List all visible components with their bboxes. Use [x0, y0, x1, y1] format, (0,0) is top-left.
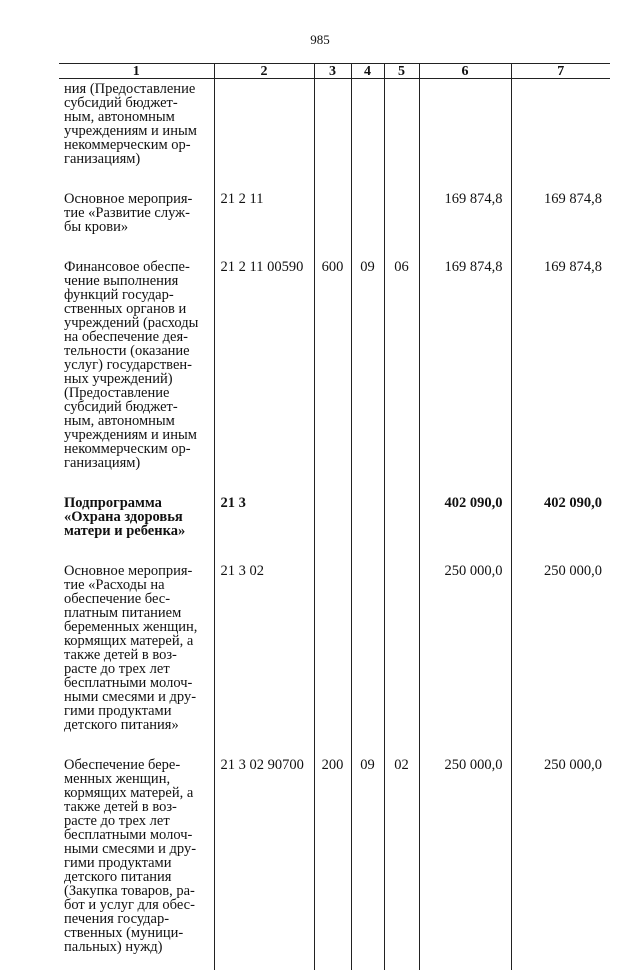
- row-code: 21 3: [214, 496, 314, 564]
- row-col-3: 200: [314, 758, 351, 970]
- row-name: Основное мероприя- тие «Развитие служ- бы крови»: [64, 191, 193, 235]
- row-col-3: [314, 79, 351, 193]
- row-name: Подпрограмма «Охрана здоровья матери и ребенка»: [64, 495, 186, 539]
- row-col-7: 402 090,0: [511, 496, 610, 564]
- row-col-7: [511, 79, 610, 193]
- row-col-5: 02: [384, 758, 419, 970]
- row-code: 21 2 11 00590: [214, 260, 314, 496]
- row-col-5: [384, 564, 419, 758]
- table-row: [59, 758, 610, 970]
- row-col-7: 169 874,8: [511, 260, 610, 496]
- row-code: 21 3 02: [214, 564, 314, 758]
- header-col-6: 6: [419, 64, 511, 79]
- row-col-4: [351, 496, 384, 564]
- row-name: Финансовое обеспе- чение выполнения функций государ- ственных органов и учреждений (расходы на обеспечение дея- тельности (оказание услуг) государствен- ных учреждений) (Предоставление субсидий бюджет- ным, автономным учреждениям и иным некоммерческим ор- ганизациям): [64, 259, 199, 471]
- row-code: 21 2 11: [214, 192, 314, 260]
- row-col-6: 169 874,8: [419, 192, 511, 260]
- row-code: 21 3 02 90700: [214, 758, 314, 970]
- header-col-7: 7: [511, 64, 610, 79]
- budget-table: [59, 63, 610, 970]
- table-row: [59, 260, 610, 496]
- row-col-6: 169 874,8: [419, 260, 511, 496]
- page-number: 985: [310, 32, 330, 47]
- row-col-7: 250 000,0: [511, 564, 610, 758]
- table-row: [59, 564, 610, 758]
- row-col-6: 250 000,0: [419, 564, 511, 758]
- row-col-6: 402 090,0: [419, 496, 511, 564]
- row-col-3: [314, 496, 351, 564]
- row-col-3: 600: [314, 260, 351, 496]
- row-code: [214, 79, 314, 193]
- header-row: [59, 64, 610, 79]
- row-name: Основное мероприя- тие «Расходы на обеспечение бес- платным питанием беременных женщин, кормящих матерей, а также детей в воз- расте до трех лет бесплатными молоч- ными смесями и дру- гими продуктами детского питания»: [64, 563, 198, 733]
- row-name: Обеспечение бере- менных женщин, кормящих матерей, а также детей в воз- расте до трех лет бесплатными молоч- ными смесями и дру- гими продуктами детского питания (Закупка товаров, ра- бот и услуг для обес- печения государ- ственных (муници- пальных) нужд): [64, 757, 197, 955]
- header-col-2: 2: [214, 64, 314, 79]
- row-col-5: [384, 192, 419, 260]
- row-col-5: 06: [384, 260, 419, 496]
- table-row: [59, 79, 610, 193]
- row-col-5: [384, 79, 419, 193]
- row-col-3: [314, 564, 351, 758]
- row-col-6: [419, 79, 511, 193]
- row-col-5: [384, 496, 419, 564]
- table-row: [59, 192, 610, 260]
- header-col-5: 5: [384, 64, 419, 79]
- header-col-1: 1: [59, 64, 214, 79]
- row-col-4: [351, 79, 384, 193]
- row-col-7: 169 874,8: [511, 192, 610, 260]
- row-col-3: [314, 192, 351, 260]
- header-col-3: 3: [314, 64, 351, 79]
- row-col-7: 250 000,0: [511, 758, 610, 970]
- row-col-4: 09: [351, 260, 384, 496]
- table-row: [59, 496, 610, 564]
- row-col-6: 250 000,0: [419, 758, 511, 970]
- header-col-4: 4: [351, 64, 384, 79]
- row-col-4: [351, 192, 384, 260]
- row-col-4: [351, 564, 384, 758]
- row-name: ния (Предоставление субсидий бюджет- ным, автономным учреждениям и иным некоммерческим ор- ганизациям): [64, 81, 197, 167]
- row-col-4: 09: [351, 758, 384, 970]
